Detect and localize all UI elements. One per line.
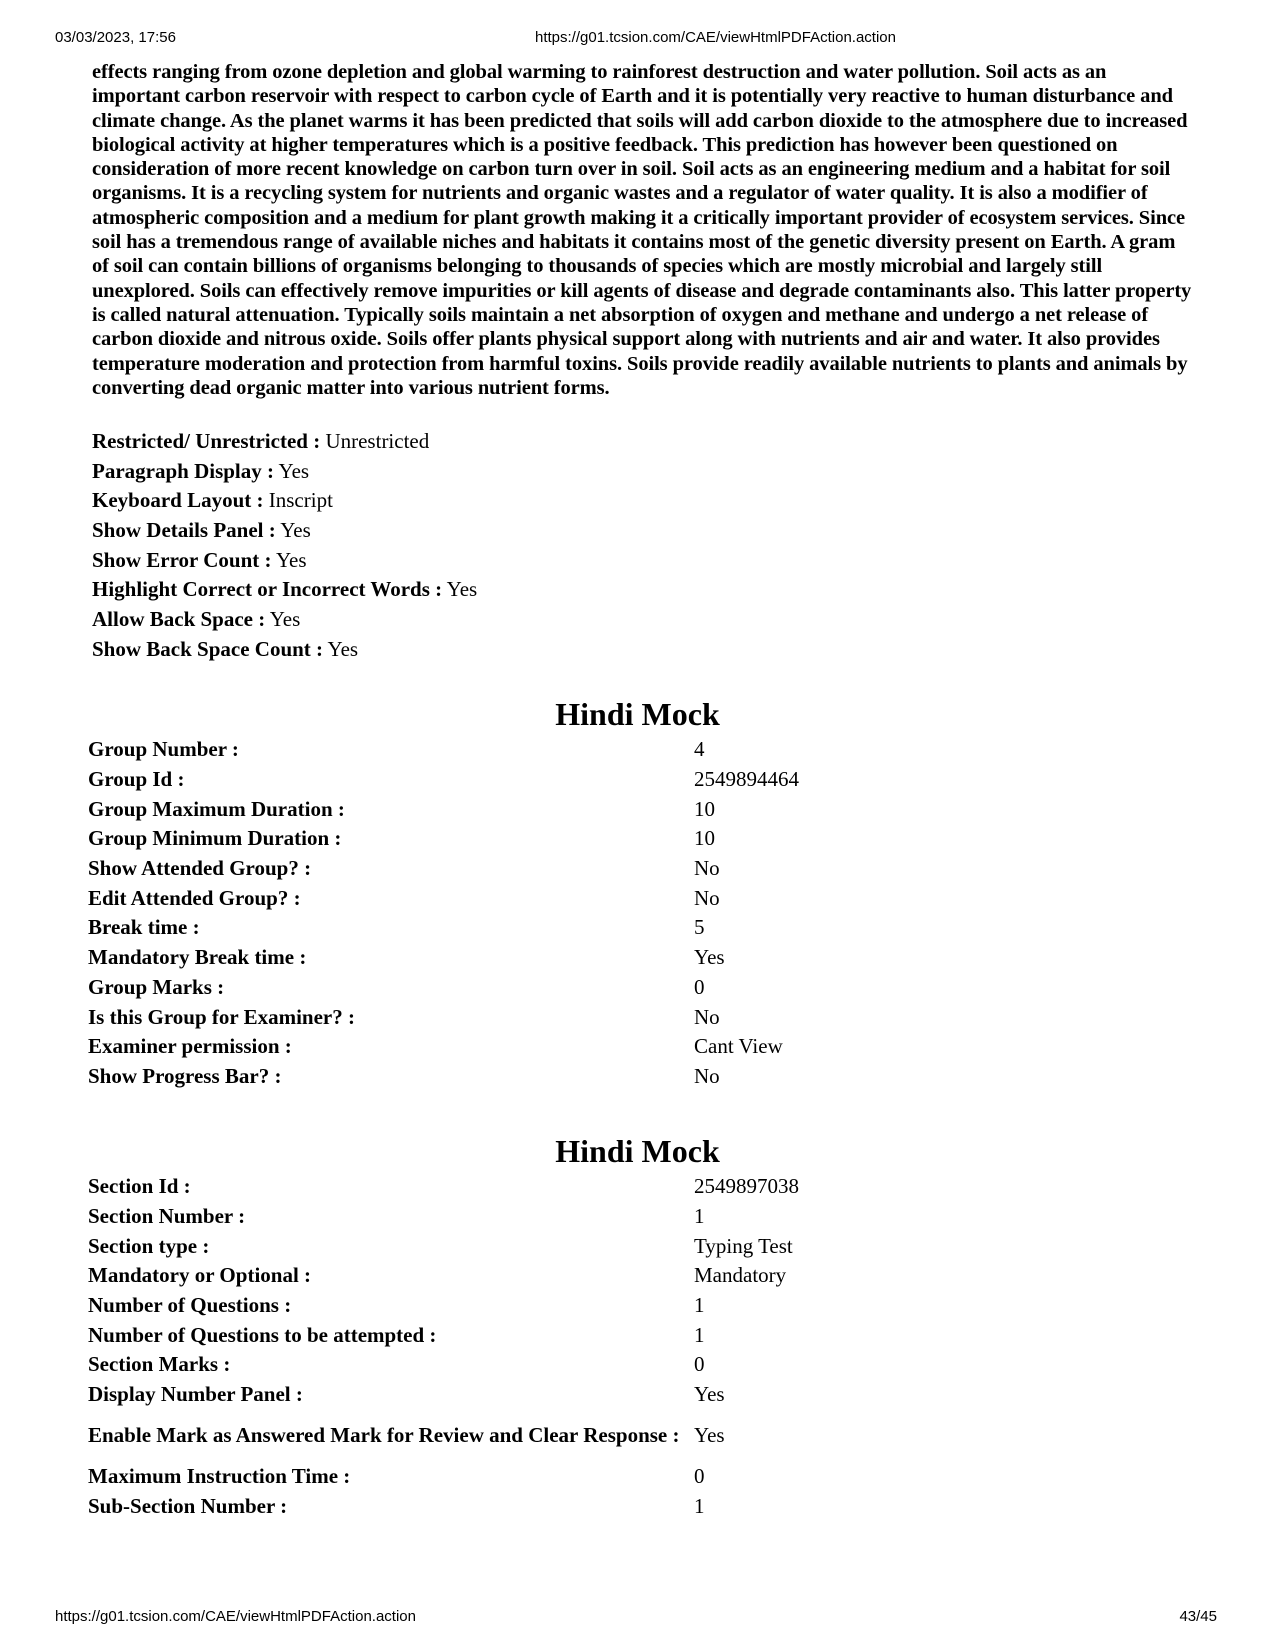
row-label: Display Number Panel : (88, 1382, 303, 1407)
row-label: Sub-Section Number : (88, 1493, 288, 1518)
row-value: 0 (694, 1352, 705, 1377)
row-label: Section Number : (88, 1204, 246, 1229)
setting-value: Yes (275, 547, 307, 572)
row-value: No (694, 1004, 720, 1029)
setting-value: Yes (269, 607, 301, 632)
row-value: 4 (694, 737, 705, 762)
group-details-table (88, 735, 1088, 1091)
setting-restricted (92, 427, 892, 457)
table-row (88, 973, 1088, 1003)
row-value: 10 (694, 796, 715, 821)
row-value: 1 (694, 1322, 705, 1347)
row-value: 1 (694, 1204, 705, 1229)
table-row (88, 1032, 1088, 1062)
setting-keyboard-layout (92, 486, 892, 516)
row-label: Mandatory Break time : (88, 945, 307, 970)
setting-label: Show Back Space Count : (92, 636, 324, 661)
row-value: 1 (694, 1493, 705, 1518)
table-row (88, 1380, 1088, 1410)
table-row (88, 854, 1088, 884)
table-row (88, 824, 1088, 854)
table-row (88, 883, 1088, 913)
print-datetime: 03/03/2023, 17:56 (55, 29, 176, 46)
setting-show-back-space-count (92, 635, 892, 665)
setting-value: Yes (278, 458, 310, 483)
setting-show-details-panel (92, 516, 892, 546)
row-label: Number of Questions : (88, 1293, 292, 1318)
table-row (88, 1202, 1088, 1232)
setting-value: Yes (280, 518, 311, 543)
table-row (88, 794, 1088, 824)
setting-allow-back-space (92, 605, 892, 635)
row-value: No (694, 1063, 720, 1088)
row-label: Show Attended Group? : (88, 856, 312, 881)
group-title: Hindi Mock (555, 696, 720, 732)
row-label: Section Marks : (88, 1352, 231, 1377)
table-row (88, 1231, 1088, 1261)
setting-label: Highlight Correct or Incorrect Words : (92, 577, 443, 602)
table-row (88, 1320, 1088, 1350)
row-value: 5 (694, 915, 705, 940)
setting-label: Restricted/ Unrestricted : (92, 429, 321, 453)
page-number: 43/45 (1179, 1608, 1217, 1625)
table-row (88, 1062, 1088, 1092)
print-footer (0, 1608, 1275, 1628)
setting-highlight-words (92, 575, 892, 605)
row-value: 10 (694, 826, 715, 851)
table-row (88, 1002, 1088, 1032)
row-value: Typing Test (694, 1233, 793, 1258)
row-value: 1 (694, 1293, 705, 1318)
print-url: https://g01.tcsion.com/CAE/viewHtmlPDFAction.action (535, 29, 896, 46)
row-label: Group Marks : (88, 974, 225, 999)
row-value: Cant View (694, 1034, 783, 1059)
row-label: Break time : (88, 915, 200, 940)
typing-passage: effects ranging from ozone depletion and global warming to rainforest destruction and water pollution. Soil acts as an important carbon reservoir with respect to carbon cycle of Earth and it is potentially very reactive to human disturbance and climate change. As the planet warms it has been predicted that soils will add carbon dioxide to the atmosphere due to increased biological activity at higher temperatures which is a positive feedback. This prediction has however been questioned on consideration of more recent knowledge on carbon turn over in soil. Soil acts as an engineering medium and a habitat for soil organisms. It is a recycling system for nutrients and organic wastes and a regulator of water quality. It is also a modifier of atmospheric composition and a medium for plant growth making it a critically important provider of ecosystem services. Since soil has a tremendous range of available niches and habitats it contains most of the genetic diversity present on Earth. A gram of soil can contain billions of organisms belonging to thousands of species which are mostly microbial and largely still unexplored. Soils can effectively remove impurities or kill agents of disease and degrade contaminants also. This latter property is called natural attenuation. Typically soils maintain a net absorption of oxygen and methane and undergo a net release of carbon dioxide and nitrous oxide. Soils offer plants physical support along with nutrients and air and water. It also provides temperature moderation and protection from harmful toxins. Soils provide readily available nutrients to plants and animals by converting dead organic matter into various nutrient forms. (92, 61, 1192, 399)
row-label: Group Number : (88, 737, 239, 762)
row-label: Is this Group for Examiner? : (88, 1004, 355, 1029)
row-value: 2549894464 (694, 767, 799, 792)
setting-value: Yes (327, 636, 359, 661)
table-row (88, 735, 1088, 765)
print-header (0, 29, 1275, 49)
row-label: Section Id : (88, 1174, 191, 1199)
row-value: No (694, 856, 720, 881)
setting-value: Unrestricted (325, 429, 430, 453)
typing-settings-list (92, 427, 892, 665)
setting-label: Show Error Count : (92, 547, 272, 572)
table-row (88, 943, 1088, 973)
table-row (88, 1491, 1088, 1521)
row-label: Section type : (88, 1233, 210, 1258)
table-row (88, 1350, 1088, 1380)
setting-value: Yes (446, 577, 478, 602)
setting-value: Inscript (268, 488, 333, 513)
setting-show-error-count (92, 546, 892, 576)
row-label: Group Id : (88, 767, 185, 792)
setting-paragraph-display (92, 457, 892, 487)
row-label: Group Maximum Duration : (88, 796, 345, 821)
row-label: Mandatory or Optional : (88, 1263, 312, 1288)
row-value: Mandatory (694, 1263, 787, 1288)
setting-label: Keyboard Layout : (92, 488, 264, 513)
table-row (88, 765, 1088, 795)
footer-url: https://g01.tcsion.com/CAE/viewHtmlPDFAction.action (55, 1608, 416, 1625)
table-row (88, 1410, 1088, 1462)
row-label: Number of Questions to be attempted : (88, 1322, 437, 1347)
row-value: 2549897038 (694, 1174, 799, 1199)
row-label: Show Progress Bar? : (88, 1063, 282, 1088)
row-label: Enable Mark as Answered Mark for Review and Clear Response : (88, 1423, 680, 1447)
section-details-table (88, 1172, 1088, 1521)
setting-label: Allow Back Space : (92, 607, 266, 632)
table-row (88, 1172, 1088, 1202)
row-label: Group Minimum Duration : (88, 826, 342, 851)
row-value: 0 (694, 1463, 705, 1488)
row-value: Yes (694, 1423, 725, 1447)
setting-label: Paragraph Display : (92, 458, 275, 483)
table-row (88, 913, 1088, 943)
setting-label: Show Details Panel : (92, 518, 276, 543)
table-row (88, 1291, 1088, 1321)
row-label: Examiner permission : (88, 1034, 292, 1059)
row-label: Edit Attended Group? : (88, 885, 301, 910)
section-title: Hindi Mock (555, 1133, 720, 1169)
table-row (88, 1261, 1088, 1291)
row-value: 0 (694, 974, 705, 999)
row-value: No (694, 885, 720, 910)
table-row (88, 1462, 1088, 1492)
row-value: Yes (694, 945, 725, 970)
row-label: Maximum Instruction Time : (88, 1463, 351, 1488)
row-value: Yes (694, 1382, 725, 1407)
